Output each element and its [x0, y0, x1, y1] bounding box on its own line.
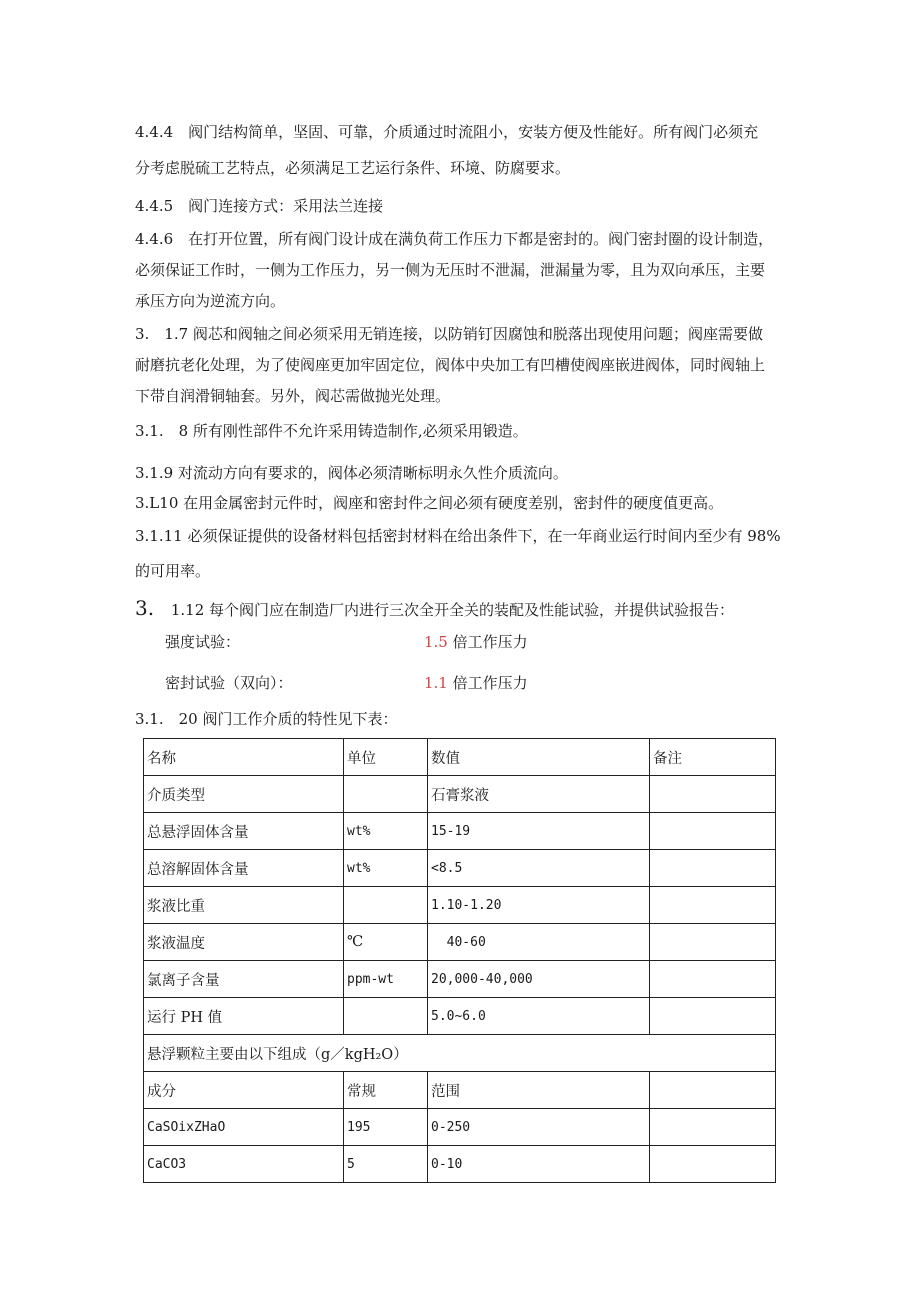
- table-header-cell: 范围: [428, 1072, 650, 1109]
- strength-factor: 1.5: [424, 633, 448, 651]
- table-cell: [344, 998, 428, 1035]
- table-header-cell: 常规: [344, 1072, 428, 1109]
- table-row: [144, 887, 776, 924]
- para-4-4-4-line-1: 4.4.4 阀门结构简单，坚固、可靠，介质通过时流阻小，安装方便及性能好。所有阀门必须充: [135, 123, 759, 141]
- table-row: [144, 813, 776, 850]
- table-cell: wt%: [344, 813, 428, 850]
- seal-suffix: 倍工作压力: [452, 674, 528, 692]
- table-header-cell: 备注: [650, 739, 776, 776]
- table-cell: [650, 924, 776, 961]
- table-row: [144, 924, 776, 961]
- para-3-1-11-line-1: 3.1.11 必须保证提供的设备材料包括密封材料在给出条件下，在一年商业运行时间内至少有 98%: [135, 527, 781, 545]
- table-cell: 15-19: [428, 813, 650, 850]
- table-cell: [650, 850, 776, 887]
- seal-test-label: 密封试验（双向）：: [165, 674, 293, 692]
- table-row: [144, 961, 776, 998]
- table-cell: 运行 PH 值: [144, 998, 344, 1035]
- table-cell: 20,000-40,000: [428, 961, 650, 998]
- table-cell: 1.10-1.20: [428, 887, 650, 924]
- table-row: [144, 998, 776, 1035]
- seal-test-value: [424, 673, 528, 693]
- table-cell: [650, 887, 776, 924]
- para-3-1-12: [135, 598, 734, 620]
- table-header-cell: [650, 1072, 776, 1109]
- para-4-4-5: 4.4.5 阀门连接方式：采用法兰连接: [135, 197, 384, 215]
- table-cell: CaSOixZHaO: [144, 1109, 344, 1146]
- para-3-1-7-line-1: 3. 1.7 阀芯和阀轴之间必须采用无销连接，以防销钉因腐蚀和脱落出现使用问题；阀座需要做: [135, 325, 763, 343]
- table-cell: [650, 998, 776, 1035]
- table-header-cell: 数值: [428, 739, 650, 776]
- table-row: [144, 1146, 776, 1183]
- para-4-4-6-line-1: 4.4.6 在打开位置，所有阀门设计成在满负荷工作压力下都是密封的。阀门密封圈的设计制造，: [135, 230, 774, 248]
- medium-properties-table: [143, 738, 776, 1183]
- table-cell: [650, 1146, 776, 1183]
- table-cell: 石膏浆液: [428, 776, 650, 813]
- para-4-4-6-line-2: 必须保证工作时，一侧为工作压力，另一侧为无压时不泄漏，泄漏量为零，且为双向承压，主要: [135, 261, 766, 279]
- table-cell: [650, 813, 776, 850]
- composition-header-row: [144, 1072, 776, 1109]
- para-4-4-4-line-2: 分考虑脱硫工艺特点，必须满足工艺运行条件、环境、防腐要求。: [135, 159, 571, 177]
- table-cell: [650, 961, 776, 998]
- para-3-1-9: 3.1.9 对流动方向有要求的，阀体必须清晰标明永久性介质流向。: [135, 464, 568, 482]
- table-cell: 5.0~6.0: [428, 998, 650, 1035]
- table-header-row: [144, 739, 776, 776]
- table-cell: [344, 887, 428, 924]
- table-header-cell: 名称: [144, 739, 344, 776]
- table-cell: [650, 1109, 776, 1146]
- table-cell: 总悬浮固体含量: [144, 813, 344, 850]
- para-3-1-20: 3.1. 20 阀门工作介质的特性见下表：: [135, 710, 398, 728]
- table-cell: 40-60: [428, 924, 650, 961]
- table-cell: [650, 776, 776, 813]
- strength-suffix: 倍工作压力: [452, 633, 528, 651]
- para-3-1-7-line-2: 耐磨抗老化处理，为了使阀座更加牢固定位，阀体中央加工有凹槽使阀座嵌进阀体，同时阀轴上: [135, 356, 766, 374]
- table-cell: wt%: [344, 850, 428, 887]
- para-3-1-10: 3.L10 在用金属密封元件时，阀座和密封件之间必须有硬度差别，密封件的硬度值更高。: [135, 494, 724, 512]
- para-3-1-12-number: 3.: [135, 596, 155, 620]
- seal-factor: 1.1: [424, 674, 448, 692]
- para-3-1-7-line-3: 下带自润滑铜轴套。另外，阀芯需做抛光处理。: [135, 387, 451, 405]
- table-header-cell: 单位: [344, 739, 428, 776]
- table-cell: 0-10: [428, 1146, 650, 1183]
- strength-test-value: [424, 632, 528, 652]
- table-row: [144, 776, 776, 813]
- table-row: [144, 1109, 776, 1146]
- strength-test-label: 强度试验：: [165, 633, 241, 651]
- table-cell: 195: [344, 1109, 428, 1146]
- para-3-1-11-line-2: 的可用率。: [135, 562, 211, 580]
- table-row: [144, 850, 776, 887]
- table-cell: 5: [344, 1146, 428, 1183]
- para-4-4-6-line-3: 承压方向为逆流方向。: [135, 292, 286, 310]
- table-cell: 浆液比重: [144, 887, 344, 924]
- suspended-particles-caption: 悬浮颗粒主要由以下组成（g／kgH₂O）: [144, 1035, 776, 1072]
- table-cell: 0-250: [428, 1109, 650, 1146]
- para-3-1-8: 3.1. 8 所有刚性部件不允许采用铸造制作,必须采用锻造。: [135, 422, 528, 440]
- table-cell: CaCO3: [144, 1146, 344, 1183]
- para-3-1-12-text: 1.12 每个阀门应在制造厂内进行三次全开全关的装配及性能试验，并提供试验报告：: [170, 601, 735, 619]
- table-cell: <8.5: [428, 850, 650, 887]
- table-cell: 浆液温度: [144, 924, 344, 961]
- table-cell: 总溶解固体含量: [144, 850, 344, 887]
- table-cell: 氯离子含量: [144, 961, 344, 998]
- table-cell: ℃: [344, 924, 428, 961]
- table-header-cell: 成分: [144, 1072, 344, 1109]
- table-span-row: [144, 1035, 776, 1072]
- table-cell: 介质类型: [144, 776, 344, 813]
- table-cell: ppm-wt: [344, 961, 428, 998]
- table-cell: [344, 776, 428, 813]
